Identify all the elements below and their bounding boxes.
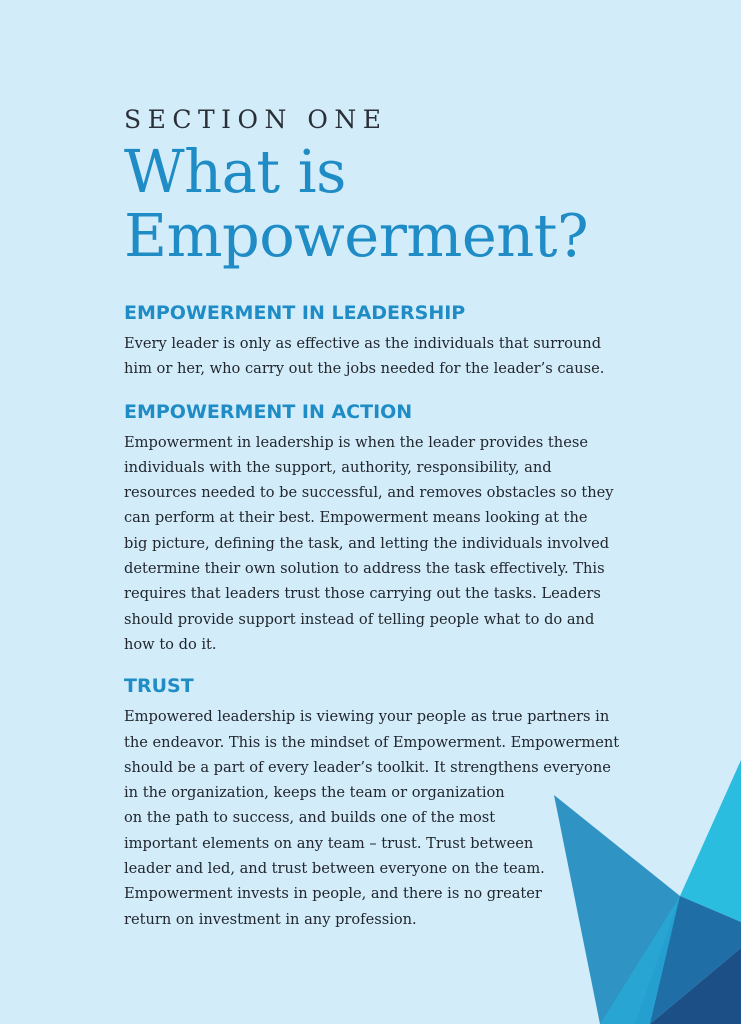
text-line: big picture, defining the task, and letting the individuals involved <box>124 534 610 552</box>
section-heading-leadership: EMPOWERMENT IN LEADERSHIP <box>124 302 466 324</box>
text-line: Empowered leadership is viewing your people as true partners in <box>124 708 610 726</box>
text-line: him or her, who carry out the jobs needed for the leader’s cause. <box>124 360 605 378</box>
text-line: in the organization, keeps the team or organization <box>124 784 505 802</box>
text-line: should provide support instead of telling people what to do and <box>124 610 595 628</box>
page-title <box>124 137 624 270</box>
paragraph-trust <box>124 704 624 932</box>
text-line: can perform at their best. Empowerment means looking at the <box>124 509 588 527</box>
text-line: how to do it. <box>124 635 217 653</box>
title-line: What is <box>124 137 346 206</box>
section-heading-action: EMPOWERMENT IN ACTION <box>124 400 413 423</box>
text-line: resources needed to be successful, and removes obstacles so they <box>124 484 614 502</box>
text-line: Empowerment in leadership is when the leader provides these <box>124 433 588 451</box>
text-line: Empowerment invests in people, and there is no greater <box>124 885 542 903</box>
text-line: requires that leaders trust those carrying out the tasks. Leaders <box>124 585 601 603</box>
content-column <box>124 104 624 932</box>
section-heading-trust: TRUST <box>124 675 194 698</box>
text-line: Every leader is only as effective as the individuals that surround <box>124 335 602 352</box>
text-line: leader and led, and trust between everyone on the team. <box>124 860 545 878</box>
text-line: individuals with the support, authority, responsibility, and <box>124 458 552 476</box>
text-line: return on investment in any profession. <box>124 910 417 928</box>
paragraph-leadership <box>124 331 624 382</box>
text-line: determine their own solution to address the task effectively. This <box>124 560 605 578</box>
text-line: important elements on any team – trust. Trust between <box>124 834 534 852</box>
text-line: should be a part of every leader’s toolkit. It strengthens everyone <box>124 758 611 776</box>
text-line: on the path to success, and builds one of the most <box>124 809 496 827</box>
title-line: Empowerment? <box>124 201 589 270</box>
section-label: SECTION ONE <box>124 105 388 134</box>
paragraph-action <box>124 430 624 658</box>
text-line: the endeavor. This is the mindset of Empowerment. Empowerment <box>124 733 620 751</box>
